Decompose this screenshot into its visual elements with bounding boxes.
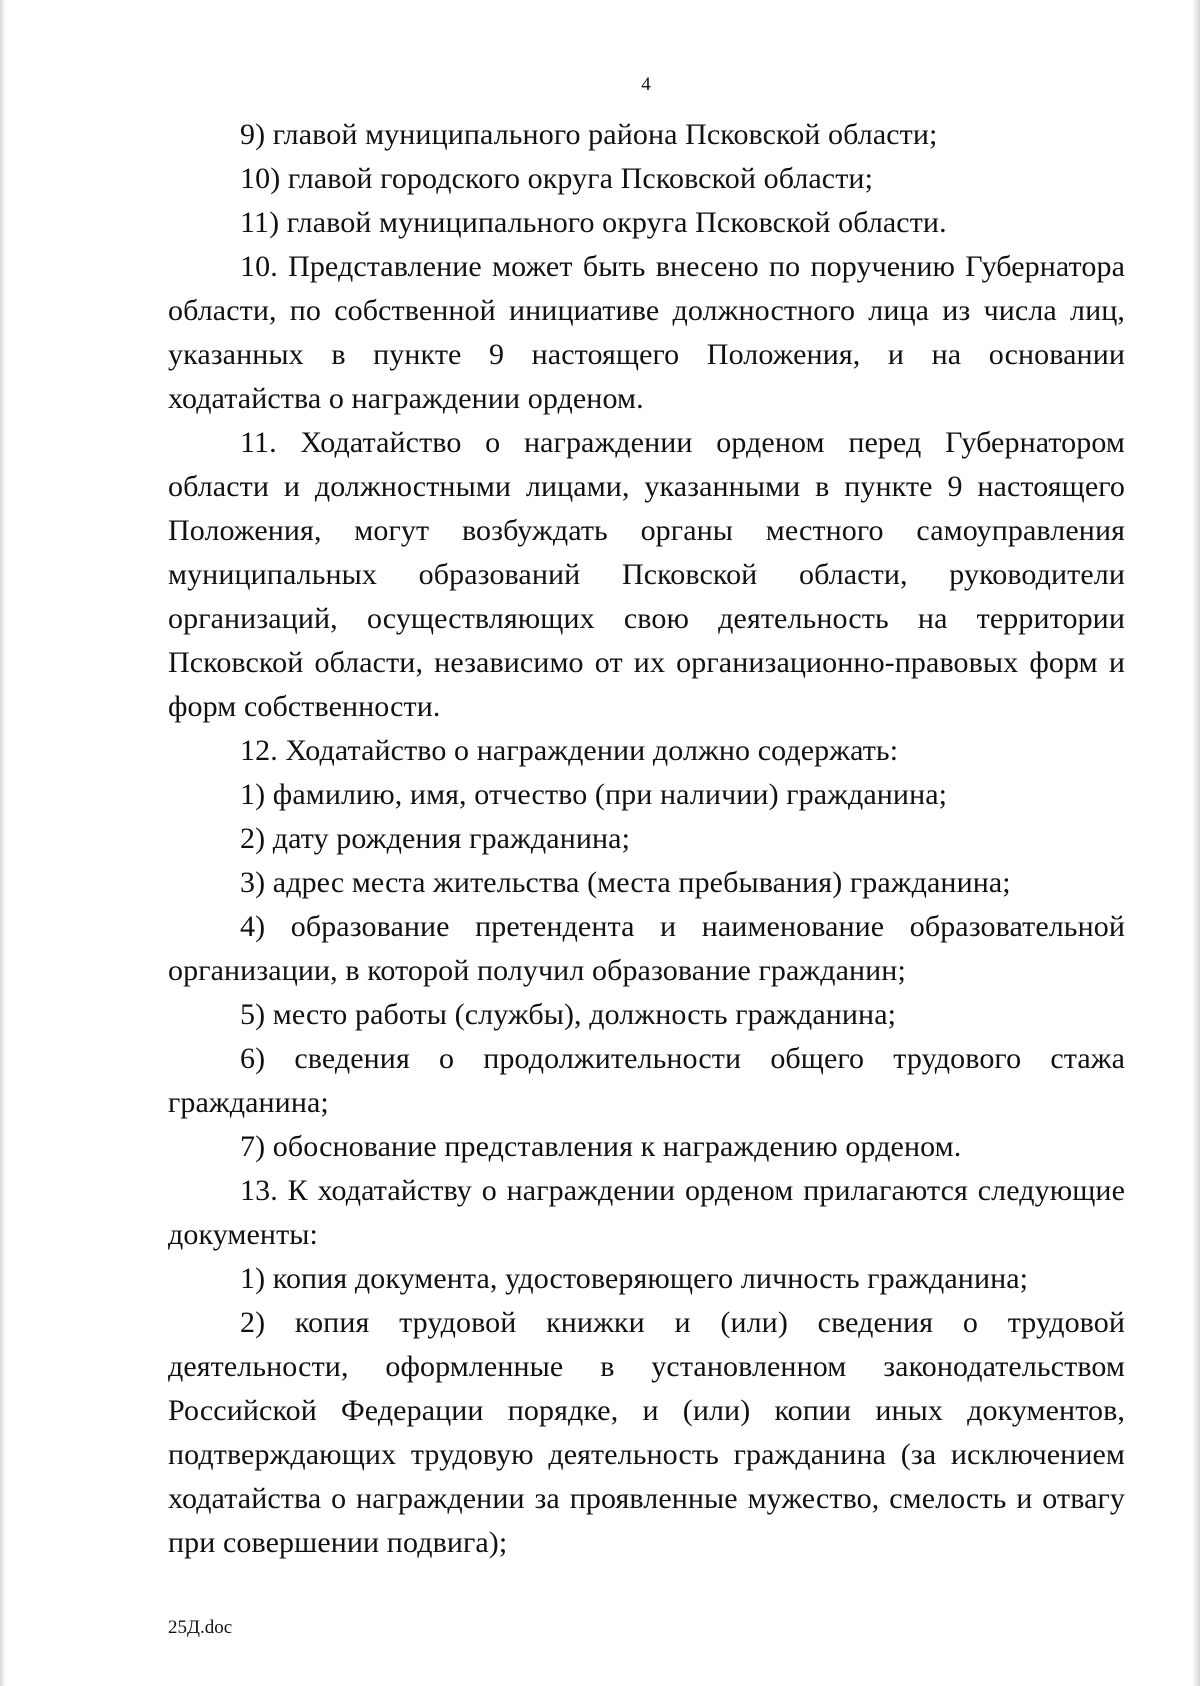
clause-13-item-2: 2) копия трудовой книжки и (или) сведения о трудовой деятельности, оформленные в установленном законодательством Российской Федерации порядке, и (или) копии иных документов, подтверждающих трудовую деятельность гражданина (за исключением ходатайства о награждении за проявленные мужество, смелость и отвагу при совершении подвига);	[168, 1306, 1125, 1559]
list-item-9: 9) главой муниципального района Псковской области;	[240, 118, 938, 151]
clause-13: 13. К ходатайству о награждении орденом прилагаются следующие документы:	[168, 1174, 1125, 1251]
page-number: 4	[641, 74, 651, 95]
list-item-10: 10) главой городского округа Псковской области;	[240, 162, 874, 195]
clause-12-item-1: 1) фамилию, имя, отчество (при наличии) гражданина;	[240, 778, 948, 811]
clause-11: 11. Ходатайство о награждении орденом перед Губернатором области и должностными лицами, указанными в пункте 9 настоящего Положения, могут возбуждать органы местного самоуправления муниципальных образований Псковской области, руководители организаций, осуществляющих свою деятельность на территории Псковской области, независимо от их организационно-правовых форм и форм собственности.	[168, 426, 1125, 723]
clause-12-item-7: 7) обоснование представления к награждению орденом.	[240, 1130, 962, 1163]
file-name-footer: 25Д.doc	[168, 1617, 233, 1638]
clause-10: 10. Представление может быть внесено по поручению Губернатора области, по собственной инициативе должностного лица из числа лиц, указанных в пункте 9 настоящего Положения, и на основании ходатайства о награждении орденом.	[168, 250, 1125, 415]
clause-12-item-3: 3) адрес места жительства (места пребывания) гражданина;	[240, 866, 1011, 899]
clause-12-item-6: 6) сведения о продолжительности общего трудового стажа гражданина;	[168, 1042, 1125, 1119]
clause-12-item-5: 5) место работы (службы), должность гражданина;	[240, 998, 897, 1031]
clause-12-item-2: 2) дату рождения гражданина;	[240, 822, 631, 855]
document-body	[168, 113, 1125, 1565]
scan-edge-right	[1192, 0, 1200, 1686]
scan-edge-left	[0, 0, 6, 1686]
list-item-11: 11) главой муниципального округа Псковской области.	[240, 206, 947, 239]
clause-12-item-4: 4) образование претендента и наименование образовательной организации, в которой получил образование гражданин;	[168, 910, 1125, 987]
clause-13-item-1: 1) копия документа, удостоверяющего личность гражданина;	[240, 1262, 1029, 1295]
clause-12: 12. Ходатайство о награждении должно содержать:	[240, 734, 899, 767]
